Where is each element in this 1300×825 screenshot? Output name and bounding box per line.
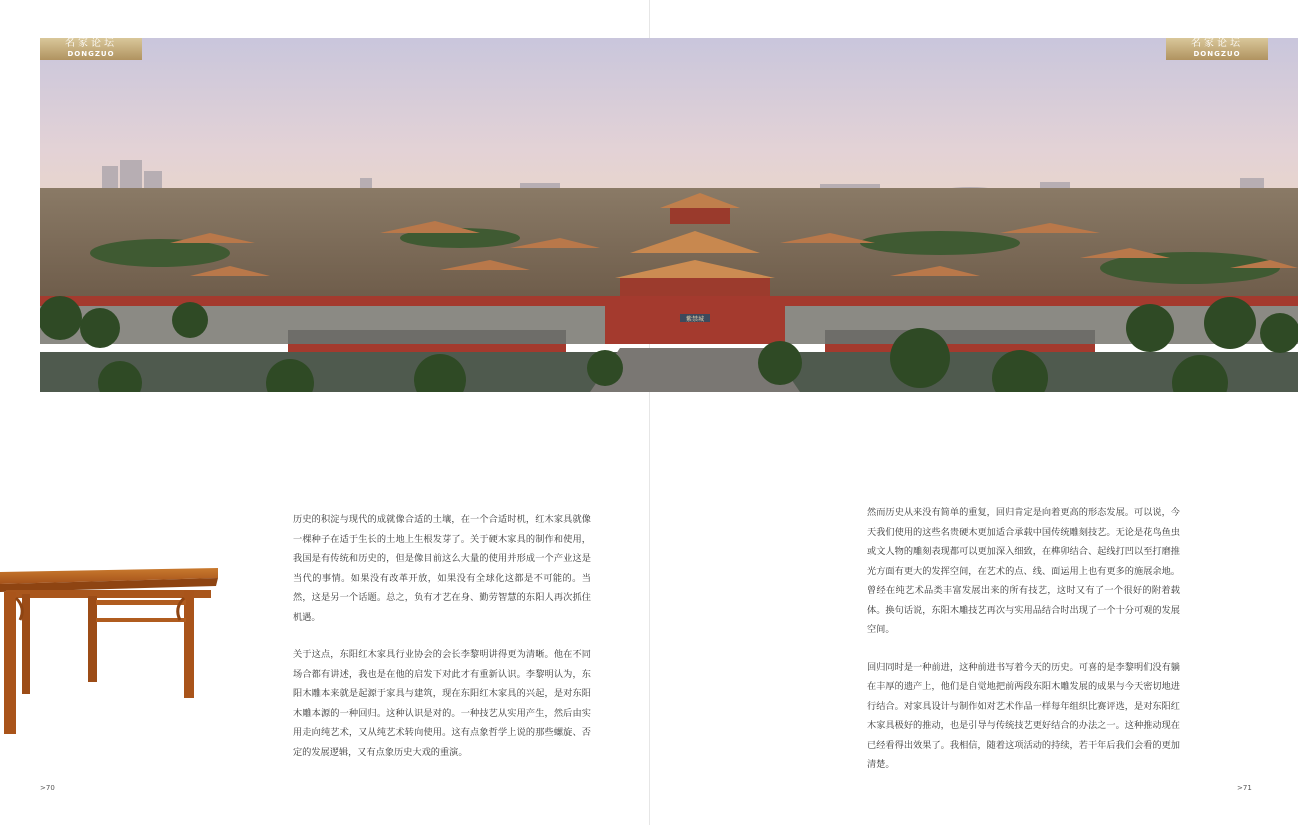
forbidden-city-panorama (40, 38, 1298, 392)
article-column-right (867, 503, 1180, 793)
paragraph: 回归同时是一种前进，这种前进书写着今天的历史。可喜的是李黎明们没有躺在丰厚的遗产上，他们是自觉地把前两段东阳木雕发展的成果与今天密切地进行结合。对家具设计与制作如对艺术作品一样每年组织比赛评选，是对东阳红木家具极好的推动，也是引导与传统技艺更好结合的办法之一。这种推动现在已经看得出效果了。我相信，随着这项活动的持续，若干年后我们会看的更加清楚。 (867, 661, 1180, 770)
page-number-left: >70 (40, 784, 55, 792)
article-column-left (293, 510, 591, 780)
paragraph: 关于这点，东阳红木家具行业协会的会长李黎明讲得更为清晰。他在不同场合都有讲述，我也是在他的启发下对此才有重新认识。李黎明认为，东阳木雕本来就是起源于家具与建筑，现在东阳红木家具的兴起，是对东阳木雕本源的一种回归。这种认识是对的。一种技艺从实用产生，然后由实用走向纯艺术，又从纯艺术转向使用。这有点象哲学上说的那些螺旋、否定的发展逻辑，又有点象历史大戏的重演。 (293, 649, 591, 758)
paragraph: 然而历史从来没有简单的重复，回归肯定是向着更高的形态发展。可以说，今天我们使用的这些名贵硬木更加适合承载中国传统雕刻技艺。无论是花鸟鱼虫或文人物的雕刻表现都可以更加深入细致，在榫卯结合、起线打凹以至打磨推光方面有更大的发挥空间，在艺术的点、线、面运用上也有更多的施展余地。曾经在纯艺术品类丰富发展出来的所有技艺，这时又有了一个很好的附着载体。换句话说，东阳木雕技艺再次与实用品结合时出现了一个十分可观的发展空间。 (867, 507, 1180, 635)
paragraph: 历史的积淀与现代的成就像合适的土壤，在一个合适时机，红木家具就像一棵种子在适于生长的土地上生根发芽了。关于硬木家具的制作和使用，我国是有传统和历史的，但是像目前这么大量的使用并形成一个产业这是当代的事情。如果没有改革开放，如果没有全球化这都是不可能的。当然，这是另一个话题。总之，负有才艺在身、勤劳智慧的东阳人再次抓住机遇。 (293, 514, 591, 623)
badge-title: 名家论坛 (65, 38, 117, 49)
gate-plaque: 紫禁城 (685, 316, 705, 323)
badge-title: 名家论坛 (1191, 38, 1243, 49)
badge-subtitle: DONGZUO (1193, 50, 1241, 58)
page-number-right: >71 (1237, 784, 1252, 792)
column-badge-right (1166, 38, 1268, 60)
badge-subtitle: DONGZUO (67, 50, 115, 58)
rosewood-table-illustration (0, 560, 222, 740)
column-badge-left (40, 38, 142, 60)
